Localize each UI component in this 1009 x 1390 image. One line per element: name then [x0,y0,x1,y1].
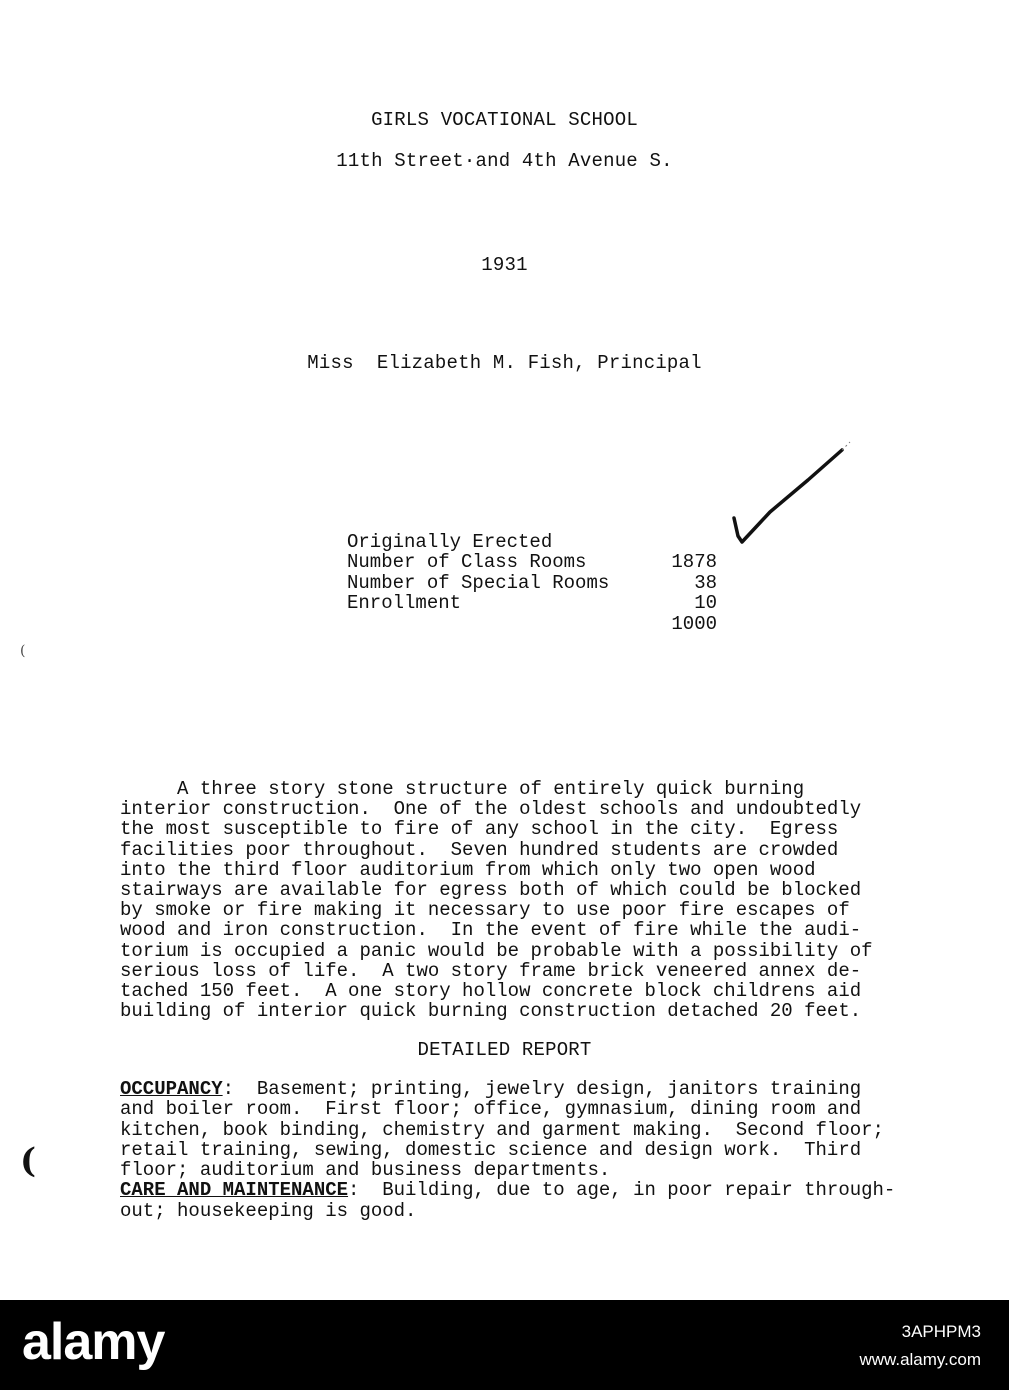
principal-line: Miss Elizabeth M. Fish, Principal [307,352,702,374]
occupancy-line: kitchen, book binding, chemistry and garment making. Second floor; [120,1118,884,1141]
occupancy-line: and boiler room. First floor; office, gymnasium, dining room and [120,1098,862,1121]
description-line: tached 150 feet. A one story hollow concrete block childrens aid [120,979,862,1002]
watermark-footer [0,1300,1009,1390]
occupancy-line [120,1079,950,1099]
description-line: facilities poor throughout. Seven hundred students are crowded [120,838,839,861]
stat-label: Originally Erected [347,530,553,553]
description-line: the most susceptible to fire of any school in the city. Egress [120,818,839,841]
report-year: 1931 [481,254,528,276]
detailed-report-heading: DETAILED REPORT [417,1039,592,1061]
school-title: GIRLS VOCATIONAL SCHOOL [371,109,638,131]
occupancy-line: floor; auditorium and business departments. [120,1159,611,1182]
description-line: serious loss of life. A two story frame brick veneered annex de- [120,959,862,982]
description-line: torium is occupied a panic would be probable with a possibility of [120,939,873,962]
description-line: wood and iron construction. In the event of fire while the audi- [120,919,862,942]
care-line [120,1180,950,1200]
school-address: 11th Street·and 4th Avenue S. [336,150,673,172]
description-line: stairways are available for egress both of which could be blocked [120,878,862,901]
occupancy-line: retail training, sewing, domestic science and design work. Third [120,1138,862,1161]
building-stats-table [347,511,727,635]
stat-label: Number of Special Rooms [347,571,610,594]
checkmark-icon [730,440,860,550]
description-line: A three story stone structure of entirely quick burning [120,778,805,800]
occupancy-label: OCCUPANCY [120,1078,223,1100]
care-text: : Building, due to age, in poor repair through- [348,1179,896,1202]
care-label: CARE AND MAINTENANCE [120,1179,349,1202]
description-line: interior construction. One of the oldest schools and undoubtedly [120,798,862,821]
building-description [120,779,920,1021]
stat-label: Number of Class Rooms [347,551,587,573]
detailed-report-body [120,1079,950,1221]
alamy-logo: alamy [22,1313,165,1371]
description-line: into the third floor auditorium from which only two open wood [120,858,816,881]
stat-value: 10 [694,592,717,614]
image-id: 3APHPM3 [901,1322,981,1341]
stat-label: Enrollment [347,592,462,614]
description-line: building of interior quick burning construction detached 20 feet. [120,1000,862,1023]
stat-value: 1878 [671,551,717,573]
description-line: by smoke or fire making it necessary to use poor fire escapes of [120,899,850,922]
margin-mark: ( [20,1141,37,1181]
stat-row [347,573,727,635]
site-url: www.alamy.com [859,1350,981,1369]
occupancy-text: : Basement; printing, jewelry design, janitors training [222,1078,862,1100]
stat-value: 1000 [671,612,717,635]
care-line: out; housekeeping is good. [120,1199,417,1222]
margin-mark: ( [20,643,26,659]
stat-value: 38 [694,571,717,594]
